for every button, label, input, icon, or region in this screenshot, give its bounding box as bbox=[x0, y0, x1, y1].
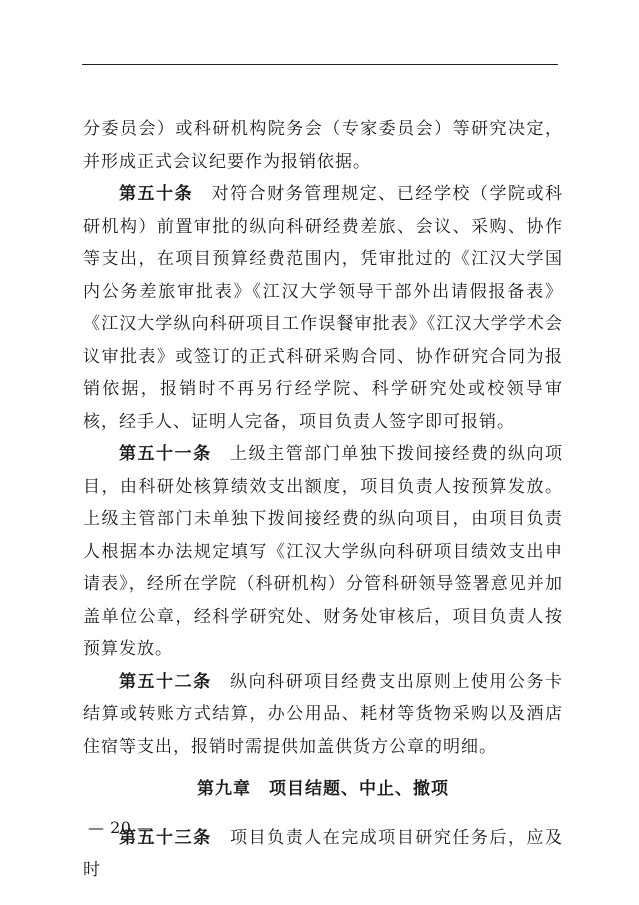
article-50 bbox=[83, 178, 563, 438]
paragraph-text: 项目负责人在完成项目研究任务后，应及时 bbox=[83, 827, 563, 880]
paragraph-text: 上级主管部门单独下拨间接经费的纵向项目，由科研处核算绩效支出额度，项目负责人按预算发放。上级主管部门未单独下拨间接经费的纵向项目，由项目负责人根据本办法规定填写《江汉大学纵向科研项目绩效支出申请表》，经所在学院（科研机构）分管科研领导签署意见并加盖单位公章，经科学研究处、财务处审核后，项目负责人按预算发放。 bbox=[83, 444, 563, 659]
paragraph-text: 分委员会）或科研机构院务会（专家委员会）等研究决定，并形成正式会议纪要作为报销依据。 bbox=[83, 119, 563, 172]
article-number: 第五十三条 bbox=[119, 827, 212, 848]
article-number: 第五十一条 bbox=[119, 444, 212, 464]
article-52 bbox=[83, 666, 563, 764]
page-number: — 20 — bbox=[88, 818, 154, 837]
article-number: 第五十条 bbox=[119, 184, 194, 204]
chapter-heading: 第九章 项目结题、中止、撤项 bbox=[197, 779, 449, 799]
article-51 bbox=[83, 438, 563, 666]
article-number: 第五十二条 bbox=[119, 671, 212, 692]
document-body bbox=[83, 113, 563, 887]
paragraph-continuation bbox=[83, 113, 563, 178]
paragraph-text: 对符合财务管理规定、已经学校（学院或科研机构）前置审批的纵向科研经费差旅、会议、采购、协作等支出，在项目预算经费范围内，凭审批过的《江汉大学国内公务差旅审批表》《江汉大学领导干部外出请假报备表》《江汉大学纵向科研项目工作误餐审批表》《江汉大学学术会议审批表》或签订的正式科研采购合同、协作研究合同为报销依据，报销时不再另行经学院、科学研究处或校领导审核，经手人、证明人完备，项目负责人签字即可报销。 bbox=[83, 184, 564, 432]
paragraph-text: 纵向科研项目经费支出原则上使用公务卡结算或转账方式结算，办公用品、耗材等货物采购以及酒店住宿等支出，报销时需提供加盖供货方公章的明细。 bbox=[83, 671, 563, 757]
article-53 bbox=[83, 822, 563, 887]
header-rule bbox=[82, 64, 558, 65]
